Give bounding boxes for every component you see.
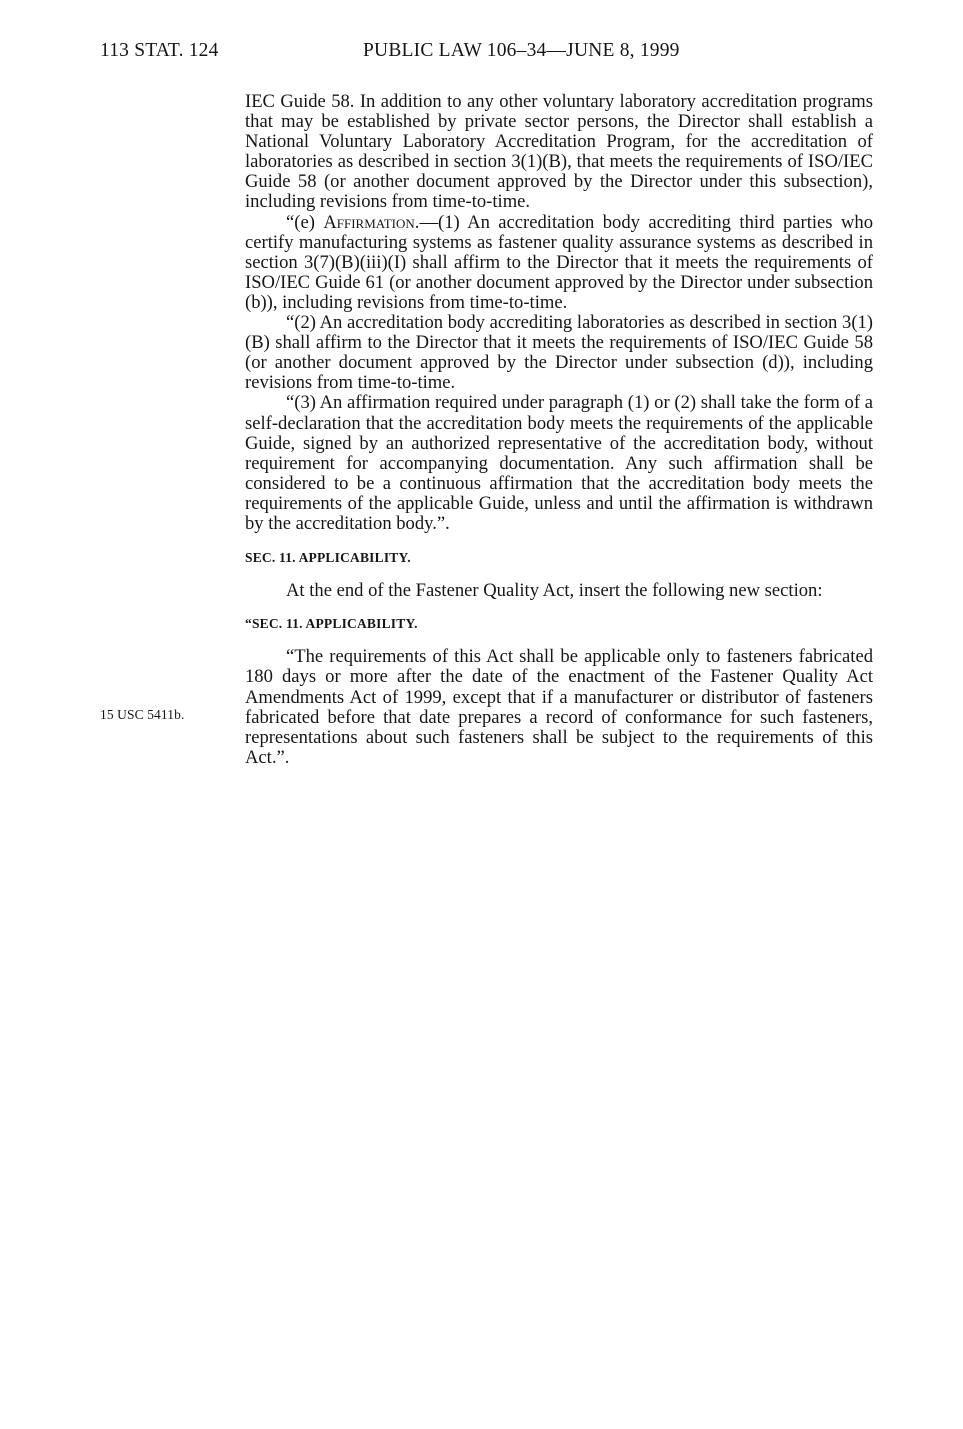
paragraph-affirmation-2: “(2) An accreditation body accrediting laboratories as described in section 3(1)(B) shall affirm to the Director that it meets the requirements of ISO/IEC Guide 58 (or another document approved by the Director under subsection (d)), including revisions from time-to-time.: [245, 312, 873, 394]
affirmation-heading: Affirmation: [323, 211, 415, 233]
paragraph-guide-58: IEC Guide 58. In addition to any other voluntary laboratory accreditation programs that may be established by private sector persons, the Director shall establish a National Voluntary Laboratory Accreditation Program, for the accreditation of laboratories as described in section 3(1)(B), that meets the requirements of ISO/IEC Guide 58 (or another document approved by the Director under this subsection), including revisions from time-to-time.: [245, 91, 873, 213]
affirmation-text: .—(1) An accreditation body accrediting third parties who certify manufacturing systems as fastener quality assurance systems as described in section 3(7)(B)(iii)(I) shall affirm to the Director that it meets the requirements of ISO/IEC Guide 61 (or another document approved by the Director under subsection (b)), including revisions from time-to-time.: [245, 211, 873, 313]
paragraph-affirmation-3: “(3) An affirmation required under paragraph (1) or (2) shall take the form of a self-declaration that the accreditation body meets the requirements of the applicable Guide, signed by an authorized representative of the accreditation body, without requirement for accompanying documentation. Any such affirmation shall be considered to be a continuous affirmation that the accreditation body meets the requirements of the applicable Guide, unless and until the affirmation is withdrawn by the accreditation body.”.: [245, 392, 873, 534]
law-title: PUBLIC LAW 106–34—JUNE 8, 1999: [363, 40, 680, 61]
section-11-heading: SEC. 11. APPLICABILITY.: [245, 550, 411, 566]
paragraph-requirements: “The requirements of this Act shall be applicable only to fasteners fabricated 180 days or more after the date of the enactment of the Fastener Quality Act Amendments Act of 1999, except that if a manufacturer or distributor of fasteners fabricated before that date prepares a record of conformance for such fasteners, representations about such fasteners shall be subject to the requirements of this Act.”.: [245, 646, 873, 768]
section-11-quoted-heading: “SEC. 11. APPLICABILITY.: [245, 616, 418, 632]
usc-margin-note: 15 USC 5411b.: [100, 707, 185, 722]
body-text: [245, 92, 873, 768]
insert-instruction: At the end of the Fastener Quality Act, insert the following new section:: [286, 580, 823, 602]
paragraph-affirmation-e: [245, 213, 873, 313]
running-header: [0, 40, 963, 70]
stat-citation: 113 STAT. 124: [100, 40, 219, 61]
subsection-e-open: “(e): [286, 211, 324, 233]
